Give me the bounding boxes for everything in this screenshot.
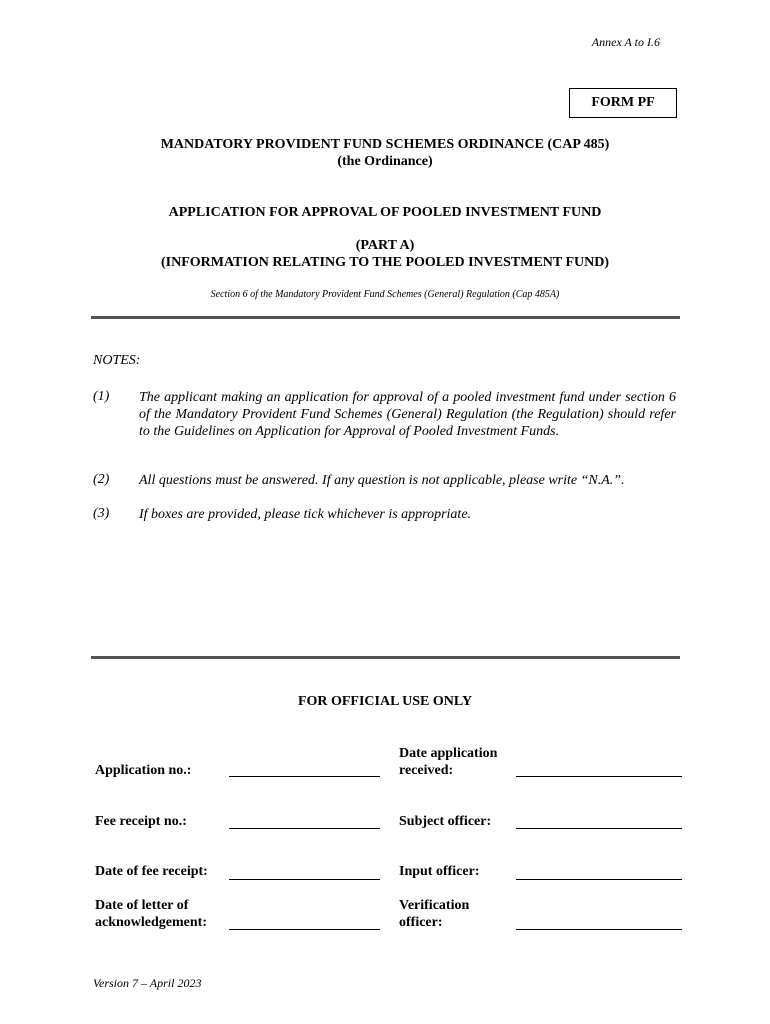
note-text: The applicant making an application for approval of a pooled investment fund under section 6 of the Mandatory Provident Fund Schemes (General) Regulation (the Regulation) should refer to the Guidelines on Application for Approval of Pooled Investment Funds. <box>139 390 676 439</box>
verification-officer-label-line1: Verification <box>399 898 470 913</box>
form-label-box: FORM PF <box>569 88 677 118</box>
fee-receipt-date-field[interactable] <box>229 879 380 880</box>
acknowledgement-date-field[interactable] <box>229 929 380 930</box>
ordinance-title: MANDATORY PROVIDENT FUND SCHEMES ORDINANCE (CAP 485) <box>160 137 610 152</box>
note-number: (1) <box>93 389 110 404</box>
application-no-field[interactable] <box>229 776 380 777</box>
note-text: If boxes are provided, please tick whichever is appropriate. <box>139 507 472 522</box>
note-text: All questions must be answered. If any question is not applicable, please write “N.A.”. <box>139 473 625 488</box>
annex-reference: Annex A to I.6 <box>591 35 660 49</box>
ordinance-subtitle: (the Ordinance) <box>337 154 433 169</box>
input-officer-label: Input officer: <box>399 864 480 879</box>
regulation-reference: Section 6 of the Mandatory Provident Fund Schemes (General) Regulation (Cap 485A) <box>210 289 560 300</box>
acknowledgement-date-label-line1: Date of letter of <box>95 898 189 913</box>
application-no-label: Application no.: <box>95 763 192 778</box>
top-divider <box>91 316 680 319</box>
input-officer-field[interactable] <box>516 879 682 880</box>
note-number: (3) <box>93 506 110 521</box>
version-footer: Version 7 – April 2023 <box>93 976 202 990</box>
subject-officer-field[interactable] <box>516 828 682 829</box>
part-label: (PART A) <box>355 238 415 253</box>
official-use-heading: FOR OFFICIAL USE ONLY <box>297 694 473 709</box>
acknowledgement-date-label-line2: acknowledgement: <box>95 915 207 930</box>
verification-officer-label-line2: officer: <box>399 915 443 930</box>
application-title: APPLICATION FOR APPROVAL OF POOLED INVESTMENT FUND <box>168 205 602 220</box>
date-received-label-line1: Date application <box>399 746 498 761</box>
notes-heading: NOTES: <box>93 353 141 368</box>
note-number: (2) <box>93 472 110 487</box>
fee-receipt-no-field[interactable] <box>229 828 380 829</box>
verification-officer-field[interactable] <box>516 929 682 930</box>
date-received-label-line2: received: <box>399 763 454 778</box>
fee-receipt-no-label: Fee receipt no.: <box>95 814 187 829</box>
date-received-field[interactable] <box>516 776 682 777</box>
part-description: (INFORMATION RELATING TO THE POOLED INVESTMENT FUND) <box>160 255 610 270</box>
subject-officer-label: Subject officer: <box>399 814 492 829</box>
fee-receipt-date-label: Date of fee receipt: <box>95 864 208 879</box>
bottom-divider <box>91 656 680 659</box>
